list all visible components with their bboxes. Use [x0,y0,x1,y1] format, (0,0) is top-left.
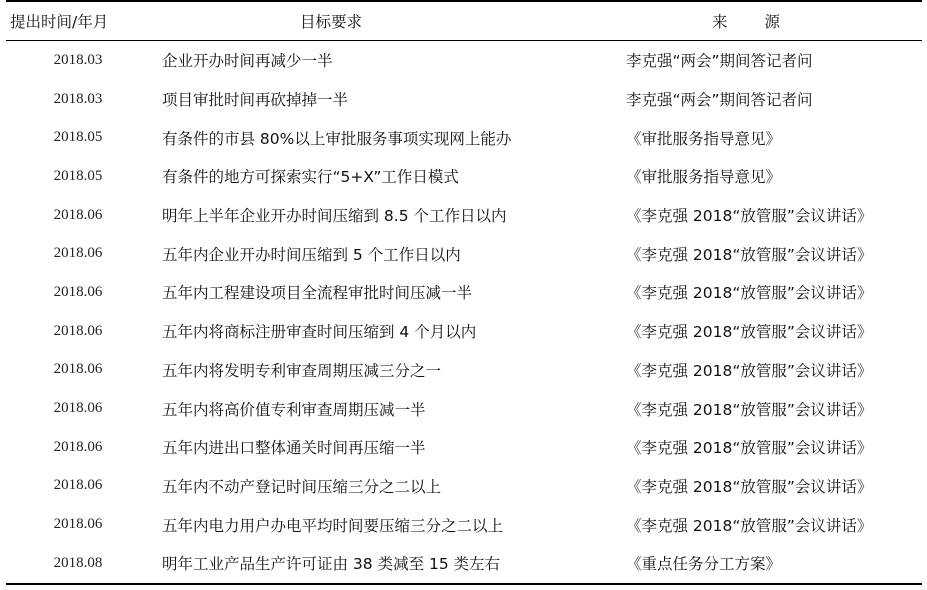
cell-date: 2018.06 [53,361,103,378]
cell-source: 《审批服务指导意见》 [626,168,782,187]
table-row [6,389,922,428]
cell-source: 《李克强 2018“放管服”会议讲话》 [626,284,873,303]
table-row [6,544,922,584]
cell-date: 2018.05 [53,167,103,184]
policy-targets-table [6,0,922,585]
cell-requirement: 五年内进出口整体通关时间再压缩一半 [162,439,426,458]
table-row [6,196,922,235]
cell-requirement: 明年工业产品生产许可证由 38 类减至 15 类左右 [162,555,501,574]
cell-date: 2018.03 [53,90,103,107]
table-row [6,41,922,80]
cell-date: 2018.06 [53,400,103,417]
table-row [6,118,922,157]
cell-source: 《李克强 2018“放管服”会议讲话》 [626,516,873,535]
cell-date: 2018.06 [53,477,103,494]
cell-source: 《李克强 2018“放管服”会议讲话》 [626,400,873,419]
table-header [6,1,922,41]
cell-source: 《审批服务指导意见》 [626,129,782,148]
cell-date: 2018.06 [53,516,103,533]
cell-source: 《重点任务分工方案》 [626,555,782,574]
table-row [6,505,922,544]
table-row [6,273,922,312]
table-row [6,467,922,506]
cell-source: 《李克强 2018“放管服”会议讲话》 [626,207,873,226]
header-source: 来 源 [712,13,796,31]
policy-table-container [6,0,922,585]
cell-requirement: 五年内将商标注册审查时间压缩到 4 个月以内 [162,323,477,342]
cell-date: 2018.05 [53,129,103,146]
cell-source: 《李克强 2018“放管服”会议讲话》 [626,477,873,496]
cell-requirement: 五年内将发明专利审查周期压减三分之一 [162,361,442,380]
table-row [6,157,922,196]
cell-date: 2018.06 [53,322,103,339]
table-row [6,428,922,467]
cell-requirement: 有条件的地方可探索实行“5+X”工作日模式 [162,168,459,187]
cell-source: 《李克强 2018“放管服”会议讲话》 [626,361,873,380]
cell-source: 李克强“两会”期间答记者问 [626,52,813,71]
table-row [6,351,922,390]
cell-date: 2018.06 [53,283,103,300]
header-requirement: 目标要求 [299,13,362,31]
cell-requirement: 五年内企业开办时间压缩到 5 个工作日以内 [162,245,461,264]
cell-date: 2018.08 [53,554,103,571]
cell-requirement: 企业开办时间再减少一半 [162,52,333,71]
cell-requirement: 有条件的市县 80%以上审批服务事项实现网上能办 [162,129,512,148]
cell-requirement: 明年上半年企业开办时间压缩到 8.5 个工作日以内 [162,207,507,226]
cell-requirement: 五年内不动产登记时间压缩三分之二以上 [162,477,442,496]
cell-date: 2018.06 [53,245,103,262]
cell-requirement: 五年内电力用户办电平均时间要压缩三分之二以上 [162,516,504,535]
header-date: 提出时间/年月 [10,13,109,31]
table-row [6,234,922,273]
cell-requirement: 五年内工程建设项目全流程审批时间压减一半 [162,284,473,303]
cell-source: 《李克强 2018“放管服”会议讲话》 [626,323,873,342]
table-row [6,312,922,351]
cell-date: 2018.03 [53,51,103,68]
cell-source: 李克强“两会”期间答记者问 [626,91,813,110]
cell-requirement: 项目审批时间再砍掉掉一半 [162,91,349,110]
cell-requirement: 五年内将高价值专利审查周期压减一半 [162,400,426,419]
table-row [6,80,922,119]
header-row [6,1,922,41]
table-body [6,41,922,584]
cell-source: 《李克强 2018“放管服”会议讲话》 [626,439,873,458]
cell-date: 2018.06 [53,206,103,223]
cell-date: 2018.06 [53,438,103,455]
cell-source: 《李克强 2018“放管服”会议讲话》 [626,245,873,264]
